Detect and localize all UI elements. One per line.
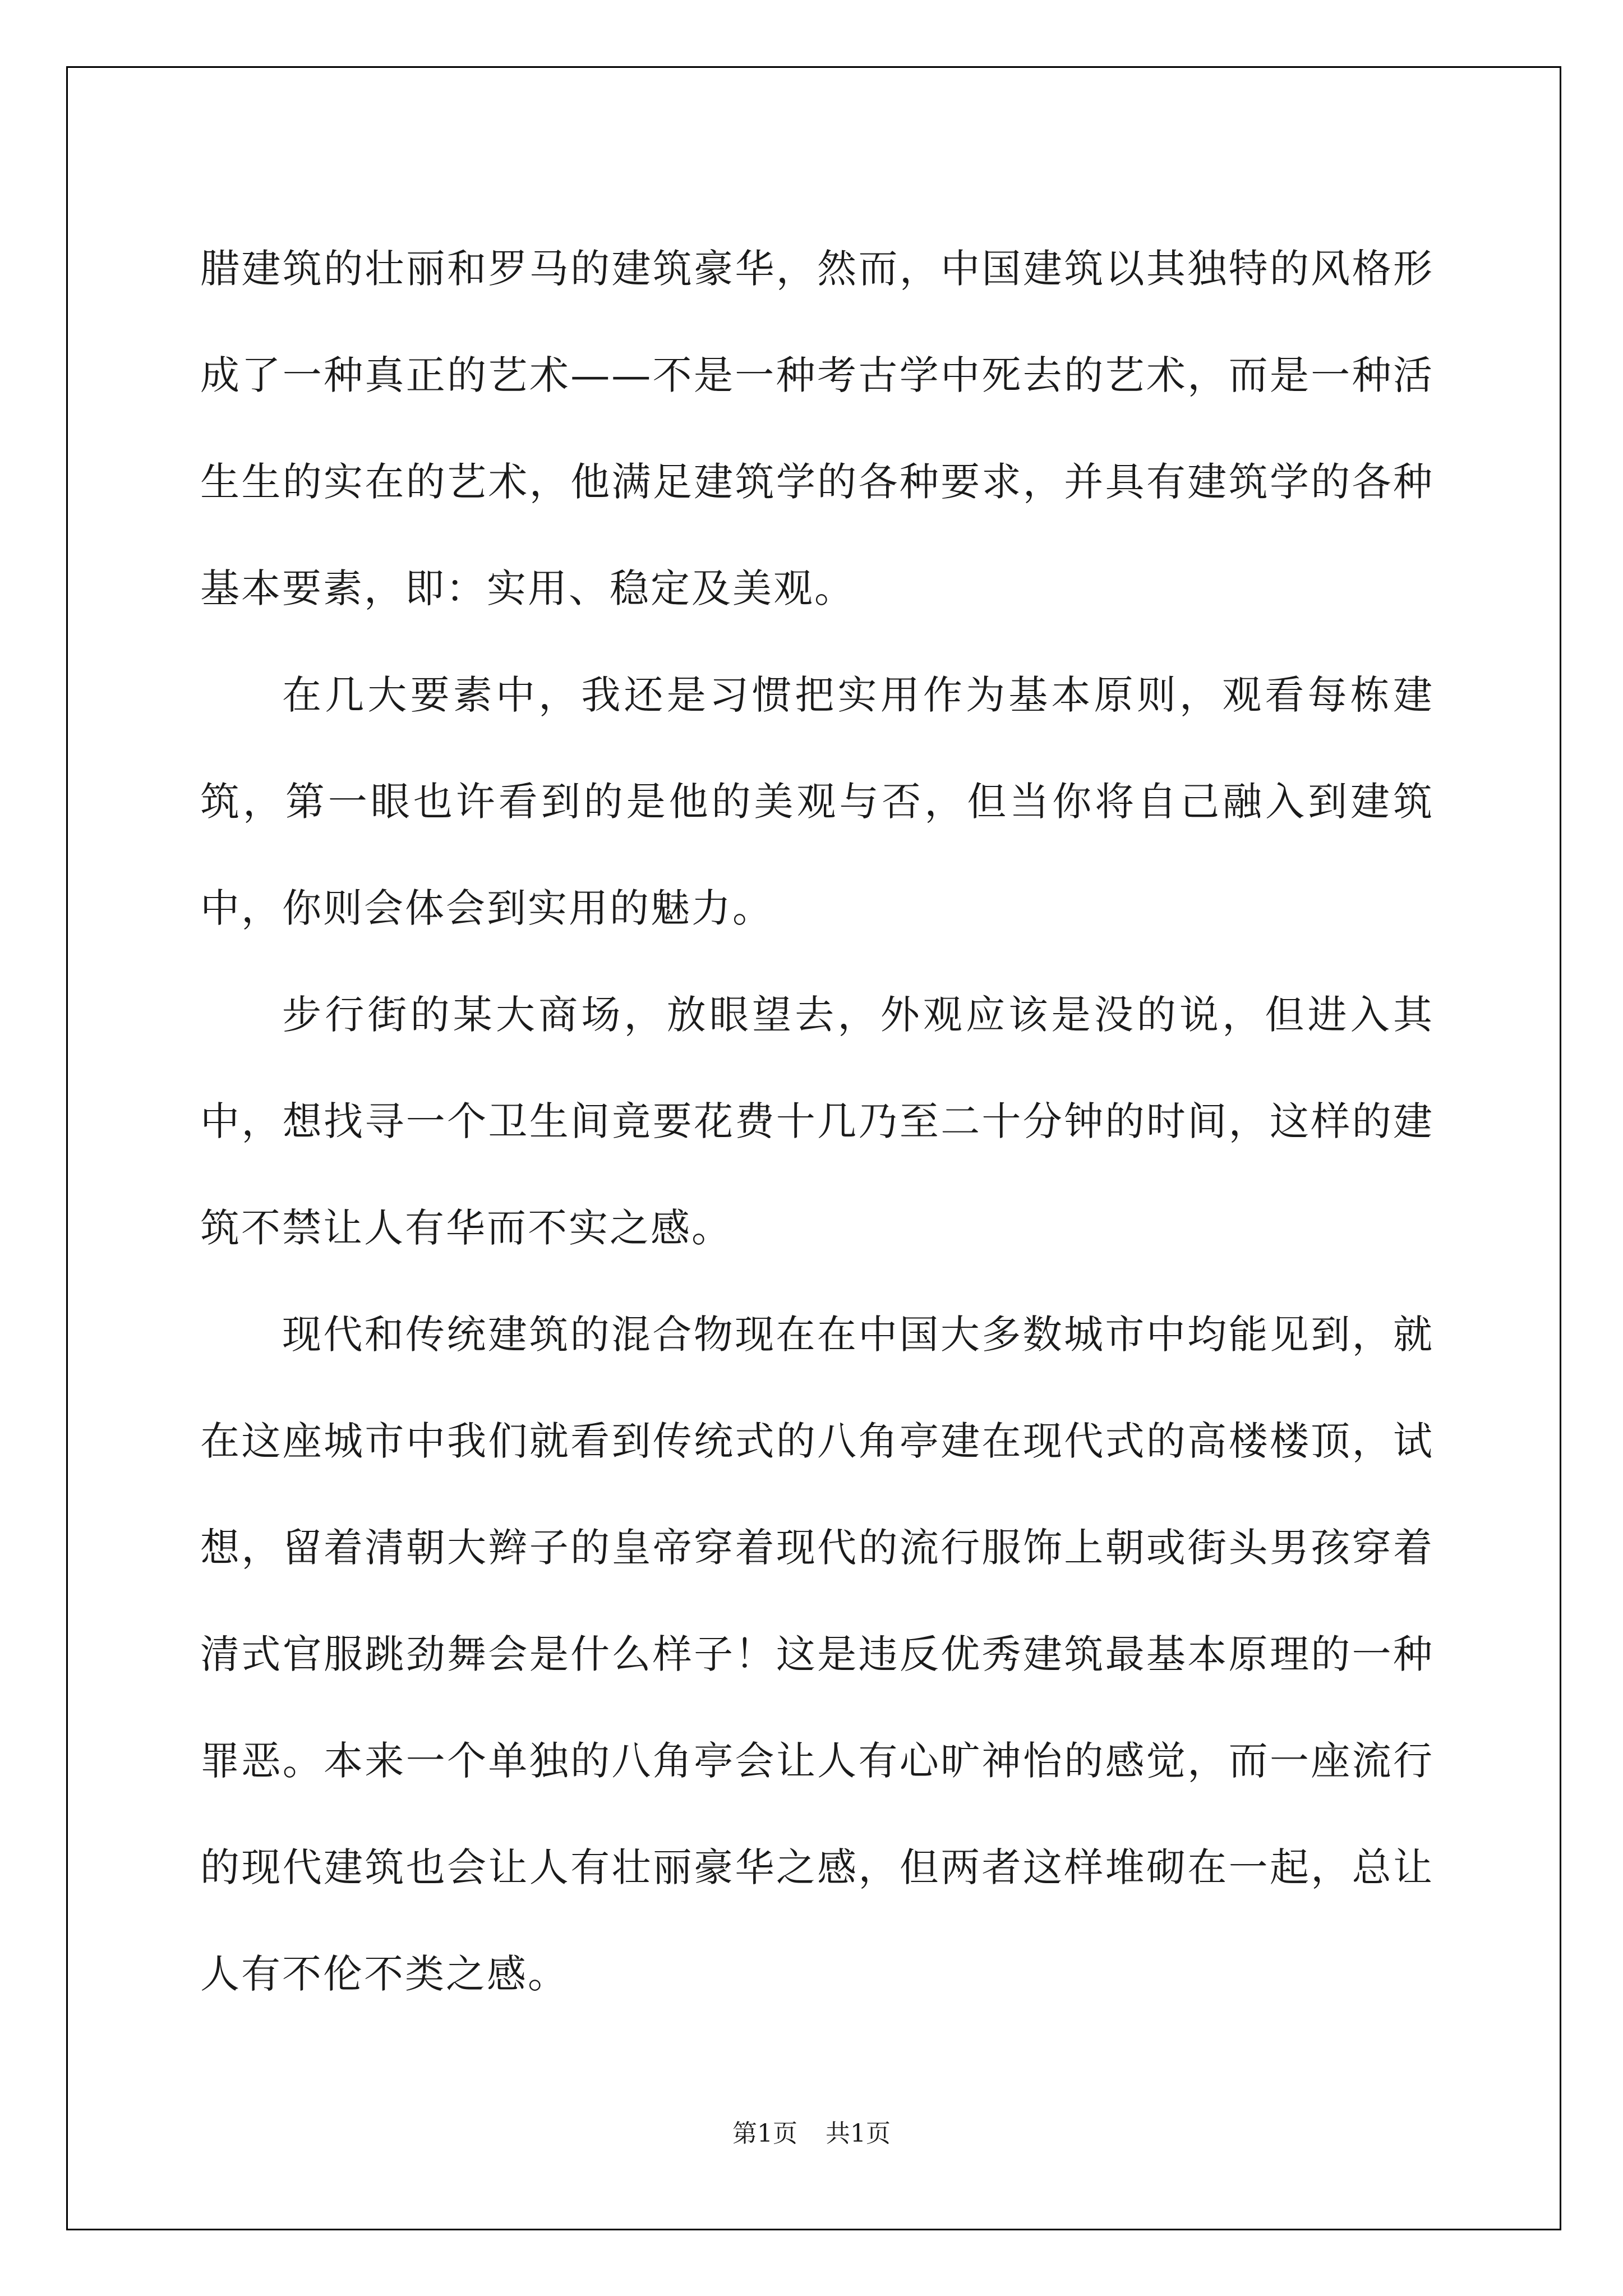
page-total: 共1页: [826, 2119, 891, 2148]
page-number: 第1页: [732, 2119, 797, 2148]
paragraph-1: 腊建筑的壮丽和罗马的建筑豪华，然而，中国建筑以其独特的风格形成了一种真正的艺术——不是一种考古学中死去的艺术，而是一种活生生的实在的艺术，他满足建筑学的各种要求，并具有建筑学的各种基本要素，即：实用、稳定及美观。: [200, 246, 1434, 611]
paragraph-3: 步行街的某大商场，放眼望去，外观应该是没的说，但进入其中，想找寻一个卫生间竟要花费十几乃至二十分钟的时间，这样的建筑不禁让人有华而不实之感。: [200, 992, 1434, 1251]
document-body: [200, 215, 1434, 2027]
page-footer: [0, 2117, 1623, 2151]
paragraph-4: 现代和传统建筑的混合物现在在中国大多数城市中均能见到，就在这座城市中我们就看到传统式的八角亭建在现代式的高楼楼顶，试想，留着清朝大辫子的皇帝穿着现代的流行服饰上朝或街头男孩穿着清式官服跳劲舞会是什么样子！这是违反优秀建筑最基本原理的一种罪恶。本来一个单独的八角亭会让人有心旷神怡的感觉，而一座流行的现代建筑也会让人有壮丽豪华之感，但两者这样堆砌在一起，总让人有不伦不类之感。: [200, 1312, 1434, 1997]
paragraph-2: 在几大要素中，我还是习惯把实用作为基本原则，观看每栋建筑，第一眼也许看到的是他的美观与否，但当你将自己融入到建筑中，你则会体会到实用的魅力。: [200, 672, 1434, 931]
